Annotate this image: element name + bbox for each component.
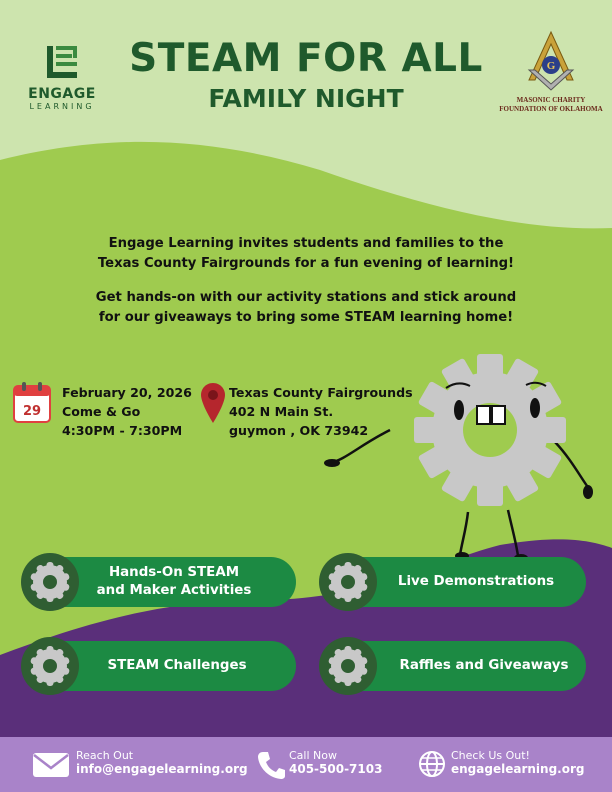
engage-logo-icon: [44, 44, 80, 82]
masonic-foundation-logo: [496, 30, 606, 114]
phone-icon: [257, 750, 285, 780]
venue-city: guymon , OK 73942: [229, 423, 369, 438]
svg-text:G: G: [546, 60, 556, 72]
web-link[interactable]: engagelearning.org: [451, 762, 585, 776]
intro-line-1: Engage Learning invites students and families to the: [108, 236, 504, 251]
intro-line-4: for our giveaways to bring some STEAM learning home!: [98, 310, 514, 325]
calendar-day: 29: [22, 404, 42, 419]
activity-1-line1: Hands-On STEAM: [108, 565, 240, 580]
intro-line-3: Get hands-on with our activity stations and stick around: [95, 290, 517, 305]
gear-icon: [318, 636, 378, 696]
activity-2-label: Live Demonstrations: [397, 574, 555, 589]
venue-name: Texas County Fairgrounds: [229, 385, 413, 400]
venue-street: 402 N Main St.: [229, 404, 334, 419]
gear-icon: [318, 552, 378, 612]
activity-3-label: STEAM Challenges: [107, 658, 247, 673]
activity-1-line2: and Maker Activities: [96, 583, 252, 598]
intro-text: [10, 234, 602, 328]
square-compass-icon: [525, 30, 577, 92]
phone-label: Call Now: [289, 749, 337, 762]
calendar-icon: [13, 382, 51, 424]
gear-mascot: [320, 330, 600, 570]
gear-icon: [20, 636, 80, 696]
web-label: Check Us Out!: [451, 749, 530, 762]
email-label: Reach Out: [76, 749, 134, 762]
gear-icon: [20, 552, 80, 612]
email-link[interactable]: info@engagelearning.org: [76, 762, 248, 776]
footer-email-block: [76, 749, 248, 776]
page-title: STEAM FOR ALL: [129, 36, 483, 81]
masonic-text-line1: MASONIC CHARITY: [516, 96, 586, 104]
event-format: Come & Go: [62, 404, 141, 419]
engage-learning-logo: [22, 44, 102, 111]
event-date-block: [62, 383, 192, 440]
event-time: 4:30PM - 7:30PM: [62, 423, 183, 438]
footer-web-block: [451, 749, 584, 776]
footer-phone-block: [289, 749, 382, 776]
intro-line-2: Texas County Fairgrounds for a fun evening of learning!: [97, 256, 515, 271]
map-pin-icon: [200, 382, 226, 424]
page-subtitle: FAMILY NIGHT: [208, 84, 404, 113]
logo-text-engage: ENGAGE: [28, 86, 96, 102]
envelope-icon: [32, 751, 70, 779]
masonic-text-line2: FOUNDATION OF OKLAHOMA: [499, 105, 603, 113]
logo-text-learning: LEARNING: [29, 102, 95, 111]
globe-icon: [418, 750, 446, 778]
phone-link[interactable]: 405-500-7103: [289, 762, 383, 776]
activity-4-label: Raffles and Giveaways: [399, 658, 569, 673]
event-date: February 20, 2026: [62, 385, 192, 400]
